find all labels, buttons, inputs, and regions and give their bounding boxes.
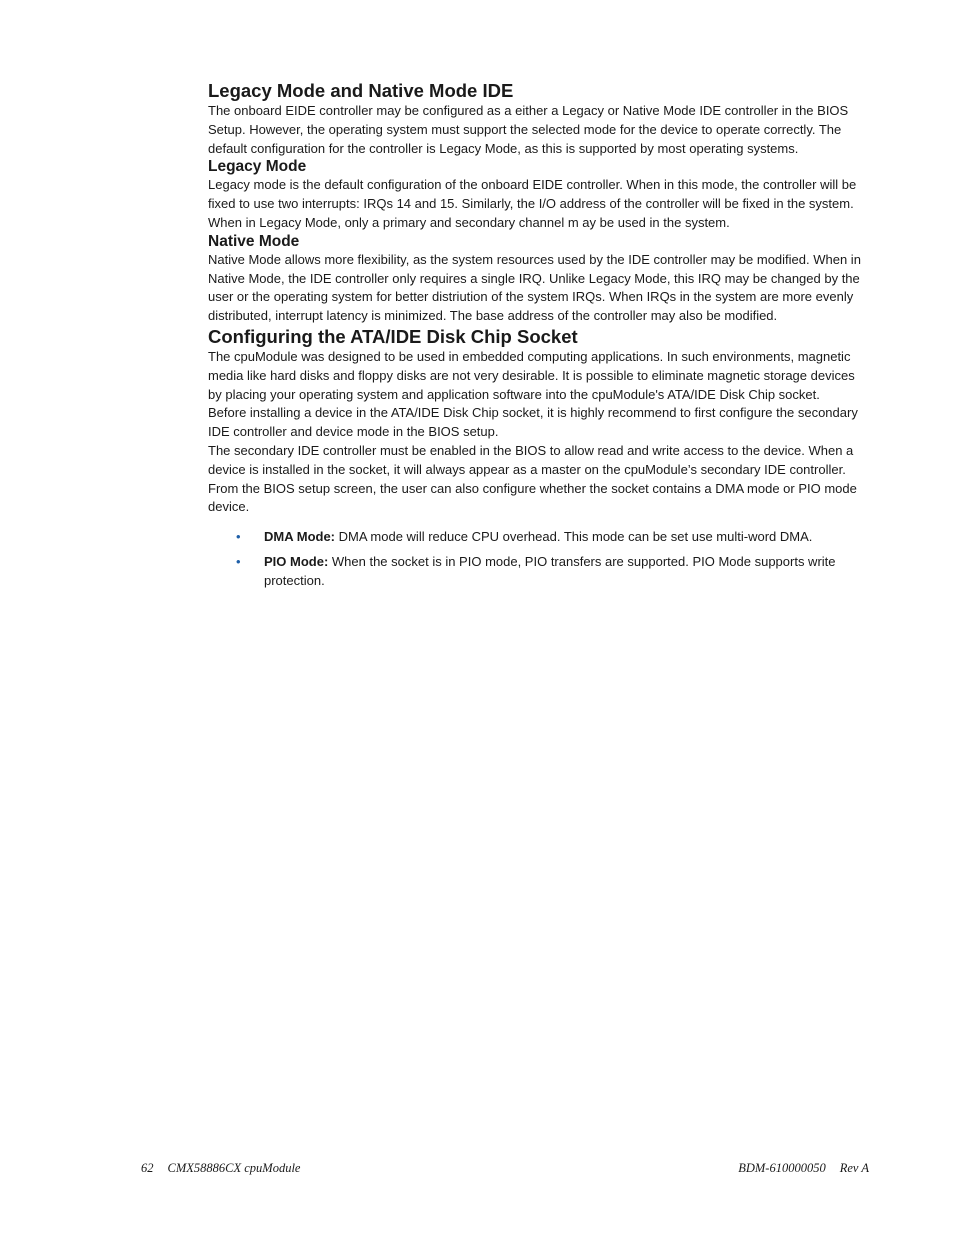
- bullet-term: DMA Mode:: [264, 529, 336, 545]
- document-number: BDM-610000050: [738, 1161, 826, 1175]
- paragraph-ide-intro: The onboard EIDE controller may be configured as a either a Legacy or Native Mode IDE controller in the BIOS Setup. However, the operating system must support the selected mode for the device to operate correctly. The default configuration for the controller is Legacy Mode, as this is supported by most operating systems.: [208, 103, 849, 156]
- page-content: [208, 80, 870, 597]
- section-heading-ata-ide: Configuring the ATA/IDE Disk Chip Socket: [208, 325, 578, 347]
- bullet-icon: •: [236, 553, 241, 569]
- paragraph-ata-ide-1: The cpuModule was designed to be used in embedded computing applications. In such environments, magnetic media like hard disks and floppy disks are not very desirable. It is possible to eliminate magnetic storage devices by placing your operating system and application software into the cpuModule's ATA/IDE Disk Chip socket.: [208, 348, 855, 402]
- paragraph-ata-ide-3: The secondary IDE controller must be enabled in the BIOS to allow read and write access to the device. When a device is installed in the socket, it will always appear as a master on the cpuModule’s secondary IDE controller.: [208, 442, 854, 477]
- list-item-pio-mode: [208, 553, 870, 591]
- revision-label: Rev A: [839, 1161, 869, 1175]
- paragraph-native-mode: Native Mode allows more flexibility, as the system resources used by the IDE controller may be modified. When in Native Mode, the IDE controller only requires a single IRQ. Unlike Legacy Mode, this IRQ may be changed by the user or the operating system for better distriution of the system IRQs. When IRQs in the system are more evenly distributed, interrupt latency is minimized. The base address of the controller may also be modified.: [208, 251, 861, 324]
- section-heading-legacy-native: Legacy Mode and Native Mode IDE: [208, 80, 514, 101]
- subheading-legacy-mode: Legacy Mode: [208, 158, 307, 176]
- page-number: 62: [141, 1161, 154, 1175]
- bullet-text: When the socket is in PIO mode, PIO transfers are supported. PIO Mode supports write protection.: [264, 553, 836, 588]
- list-item-dma-mode: [208, 528, 870, 547]
- product-name: CMX58886CX cpuModule: [167, 1161, 301, 1175]
- footer-right: [738, 1161, 869, 1176]
- subheading-native-mode: Native Mode: [208, 232, 300, 250]
- paragraph-legacy-mode: Legacy mode is the default configuration of the onboard EIDE controller. When in this mode, the controller will be fixed to use two interrupts: IRQs 14 and 15. Similarly, the I/O address of the controller will be fixed in the system. When in Legacy Mode, only a primary and secondary channel m ay be used in the system.: [208, 177, 857, 230]
- footer-left: [141, 1161, 300, 1176]
- bullet-icon: •: [236, 529, 241, 545]
- bullet-term: PIO Mode:: [264, 553, 329, 569]
- paragraph-ata-ide-4: From the BIOS setup screen, the user can also configure whether the socket contains a DMA mode or PIO mode device.: [208, 480, 857, 515]
- paragraph-ata-ide-2: Before installing a device in the ATA/IDE Disk Chip socket, it is highly recommend to first configure the secondary IDE controller and device mode in the BIOS setup.: [208, 405, 858, 440]
- mode-bullet-list: [208, 528, 870, 590]
- bullet-text: DMA mode will reduce CPU overhead. This mode can be set use multi-word DMA.: [335, 529, 813, 545]
